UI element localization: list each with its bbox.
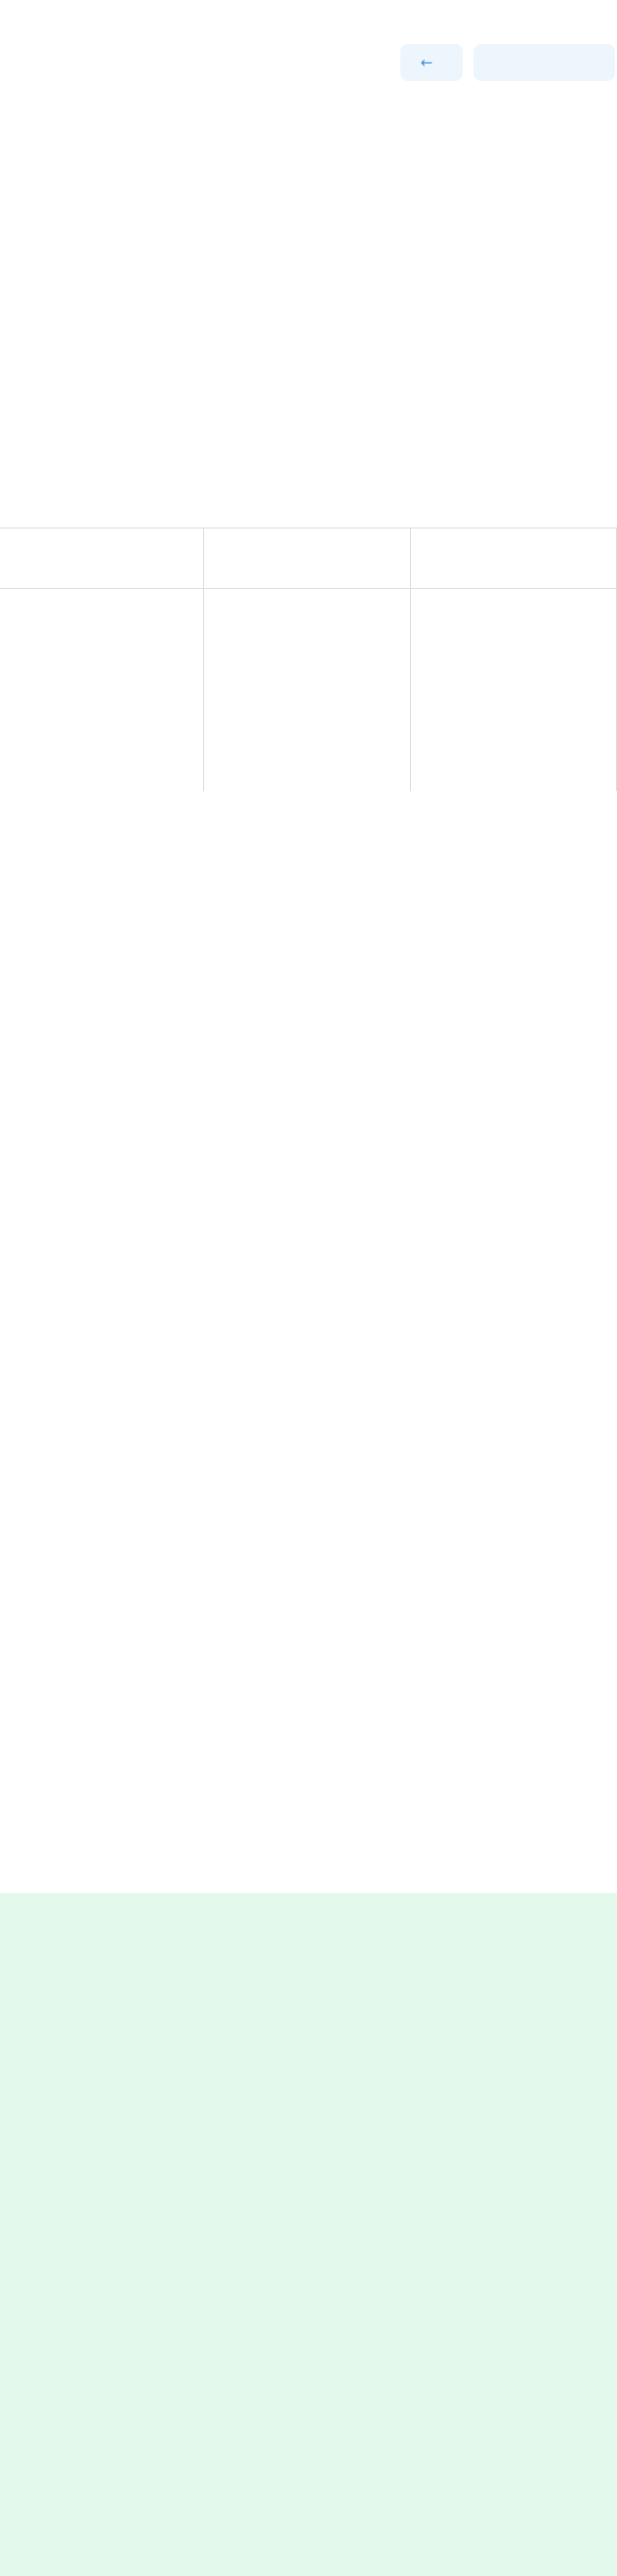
arrow-left-icon: ← [420,54,433,71]
prev-exercise-button[interactable] [400,44,463,81]
answer-block [0,1893,617,2576]
tense-table [0,528,617,791]
all-exercises-button[interactable] [473,44,615,81]
